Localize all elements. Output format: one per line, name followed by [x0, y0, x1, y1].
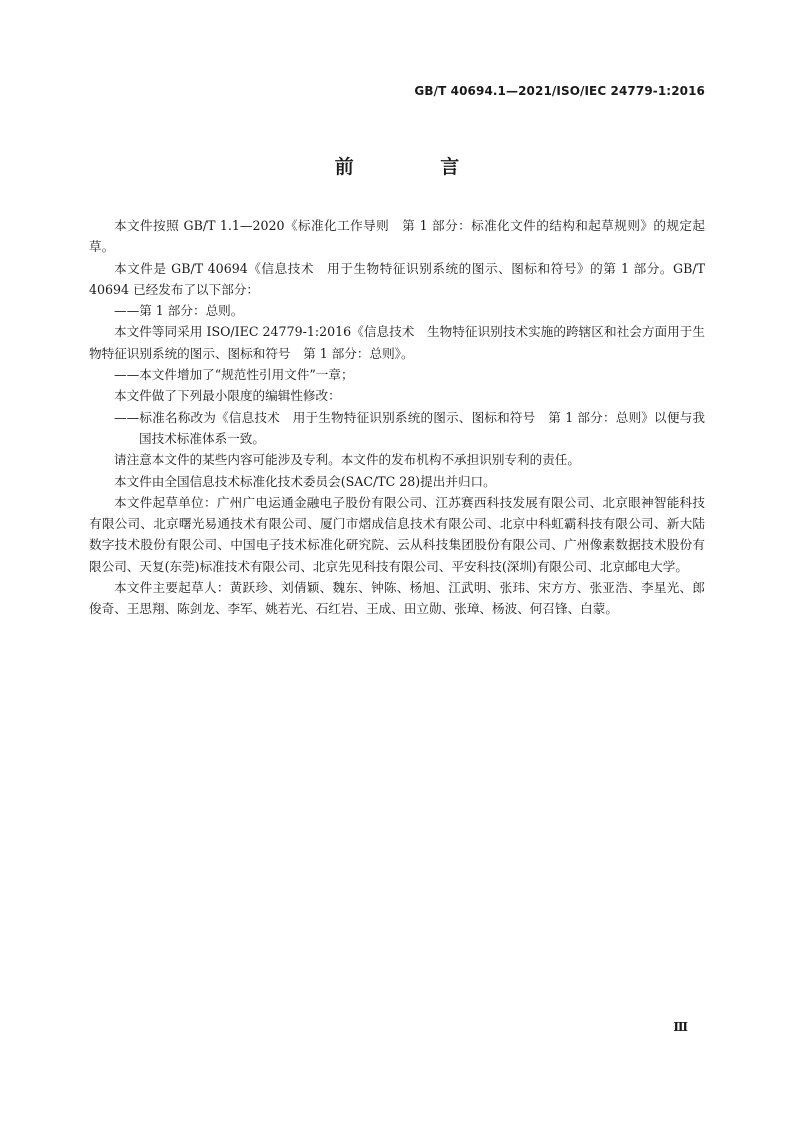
page-number: Ⅲ — [673, 1020, 688, 1034]
paragraph-editorial-changes: 本文件做了下列最小限度的编辑性修改： — [114, 388, 341, 404]
foreword-body — [89, 215, 705, 620]
paragraph-drafters: 本文件主要起草人：黄跃珍、刘倩颖、魏东、钟陈、杨旭、江武明、张玮、宋方方、张亚浩、李星光、郎俊奇、王思翔、陈剑龙、李军、姚若光、石红岩、王成、田立勋、张璋、杨波、何召锋、白蒙。 — [89, 580, 705, 617]
paragraph-drafting-organizations: 本文件起草单位：广州广电运通金融电子股份有限公司、江苏赛西科技发展有限公司、北京眼神智能科技有限公司、北京曙光易通技术有限公司、厦门市熠成信息技术有限公司、北京中科虹霸科技有限公司、新大陆数字技术股份有限公司、中国电子技术标准化研究院、云从科技集团股份有限公司、广州像素数据技术股份有限公司、天复(东莞)标准技术有限公司、北京先见科技有限公司、平安科技(深圳)有限公司、北京邮电大学。 — [89, 494, 705, 574]
list-item-part-1: ——第 1 部分：总则。 — [114, 303, 244, 319]
list-item-added-chapter: ——本文件增加了“规范性引用文件”一章； — [114, 367, 354, 383]
paragraph-series-part: 本文件是 GB/T 40694《信息技术 用于生物特征识别系统的图示、图标和符号》的第 1 部分。GB/T 40694 已经发布了以下部分： — [89, 260, 705, 297]
list-item-title-change: ——标准名称改为《信息技术 用于生物特征识别系统的图示、图标和符号 第 1 部分：总则》以便与我国技术标准体系一致。 — [114, 409, 705, 446]
paragraph-identical-adoption: 本文件等同采用 ISO/IEC 24779-1:2016《信息技术 生物特征识别技术实施的跨辖区和社会方面用于生物特征识别系统的图示、图标和符号 第 1 部分：总则》。 — [89, 324, 705, 361]
page-title: 前 言 — [334, 156, 500, 178]
paragraph-drafting-rules: 本文件按照 GB/T 1.1—2020《标准化工作导则 第 1 部分：标准化文件的结构和起草规则》的规定起草。 — [89, 218, 705, 255]
standard-code-header: GB/T 40694.1—2021/ISO/IEC 24779-1:2016 — [414, 84, 705, 98]
paragraph-patent-notice: 请注意本文件的某些内容可能涉及专利。本文件的发布机构不承担识别专利的责任。 — [114, 452, 580, 468]
paragraph-proposer: 本文件由全国信息技术标准化技术委员会(SAC/TC 28)提出并归口。 — [114, 473, 496, 489]
